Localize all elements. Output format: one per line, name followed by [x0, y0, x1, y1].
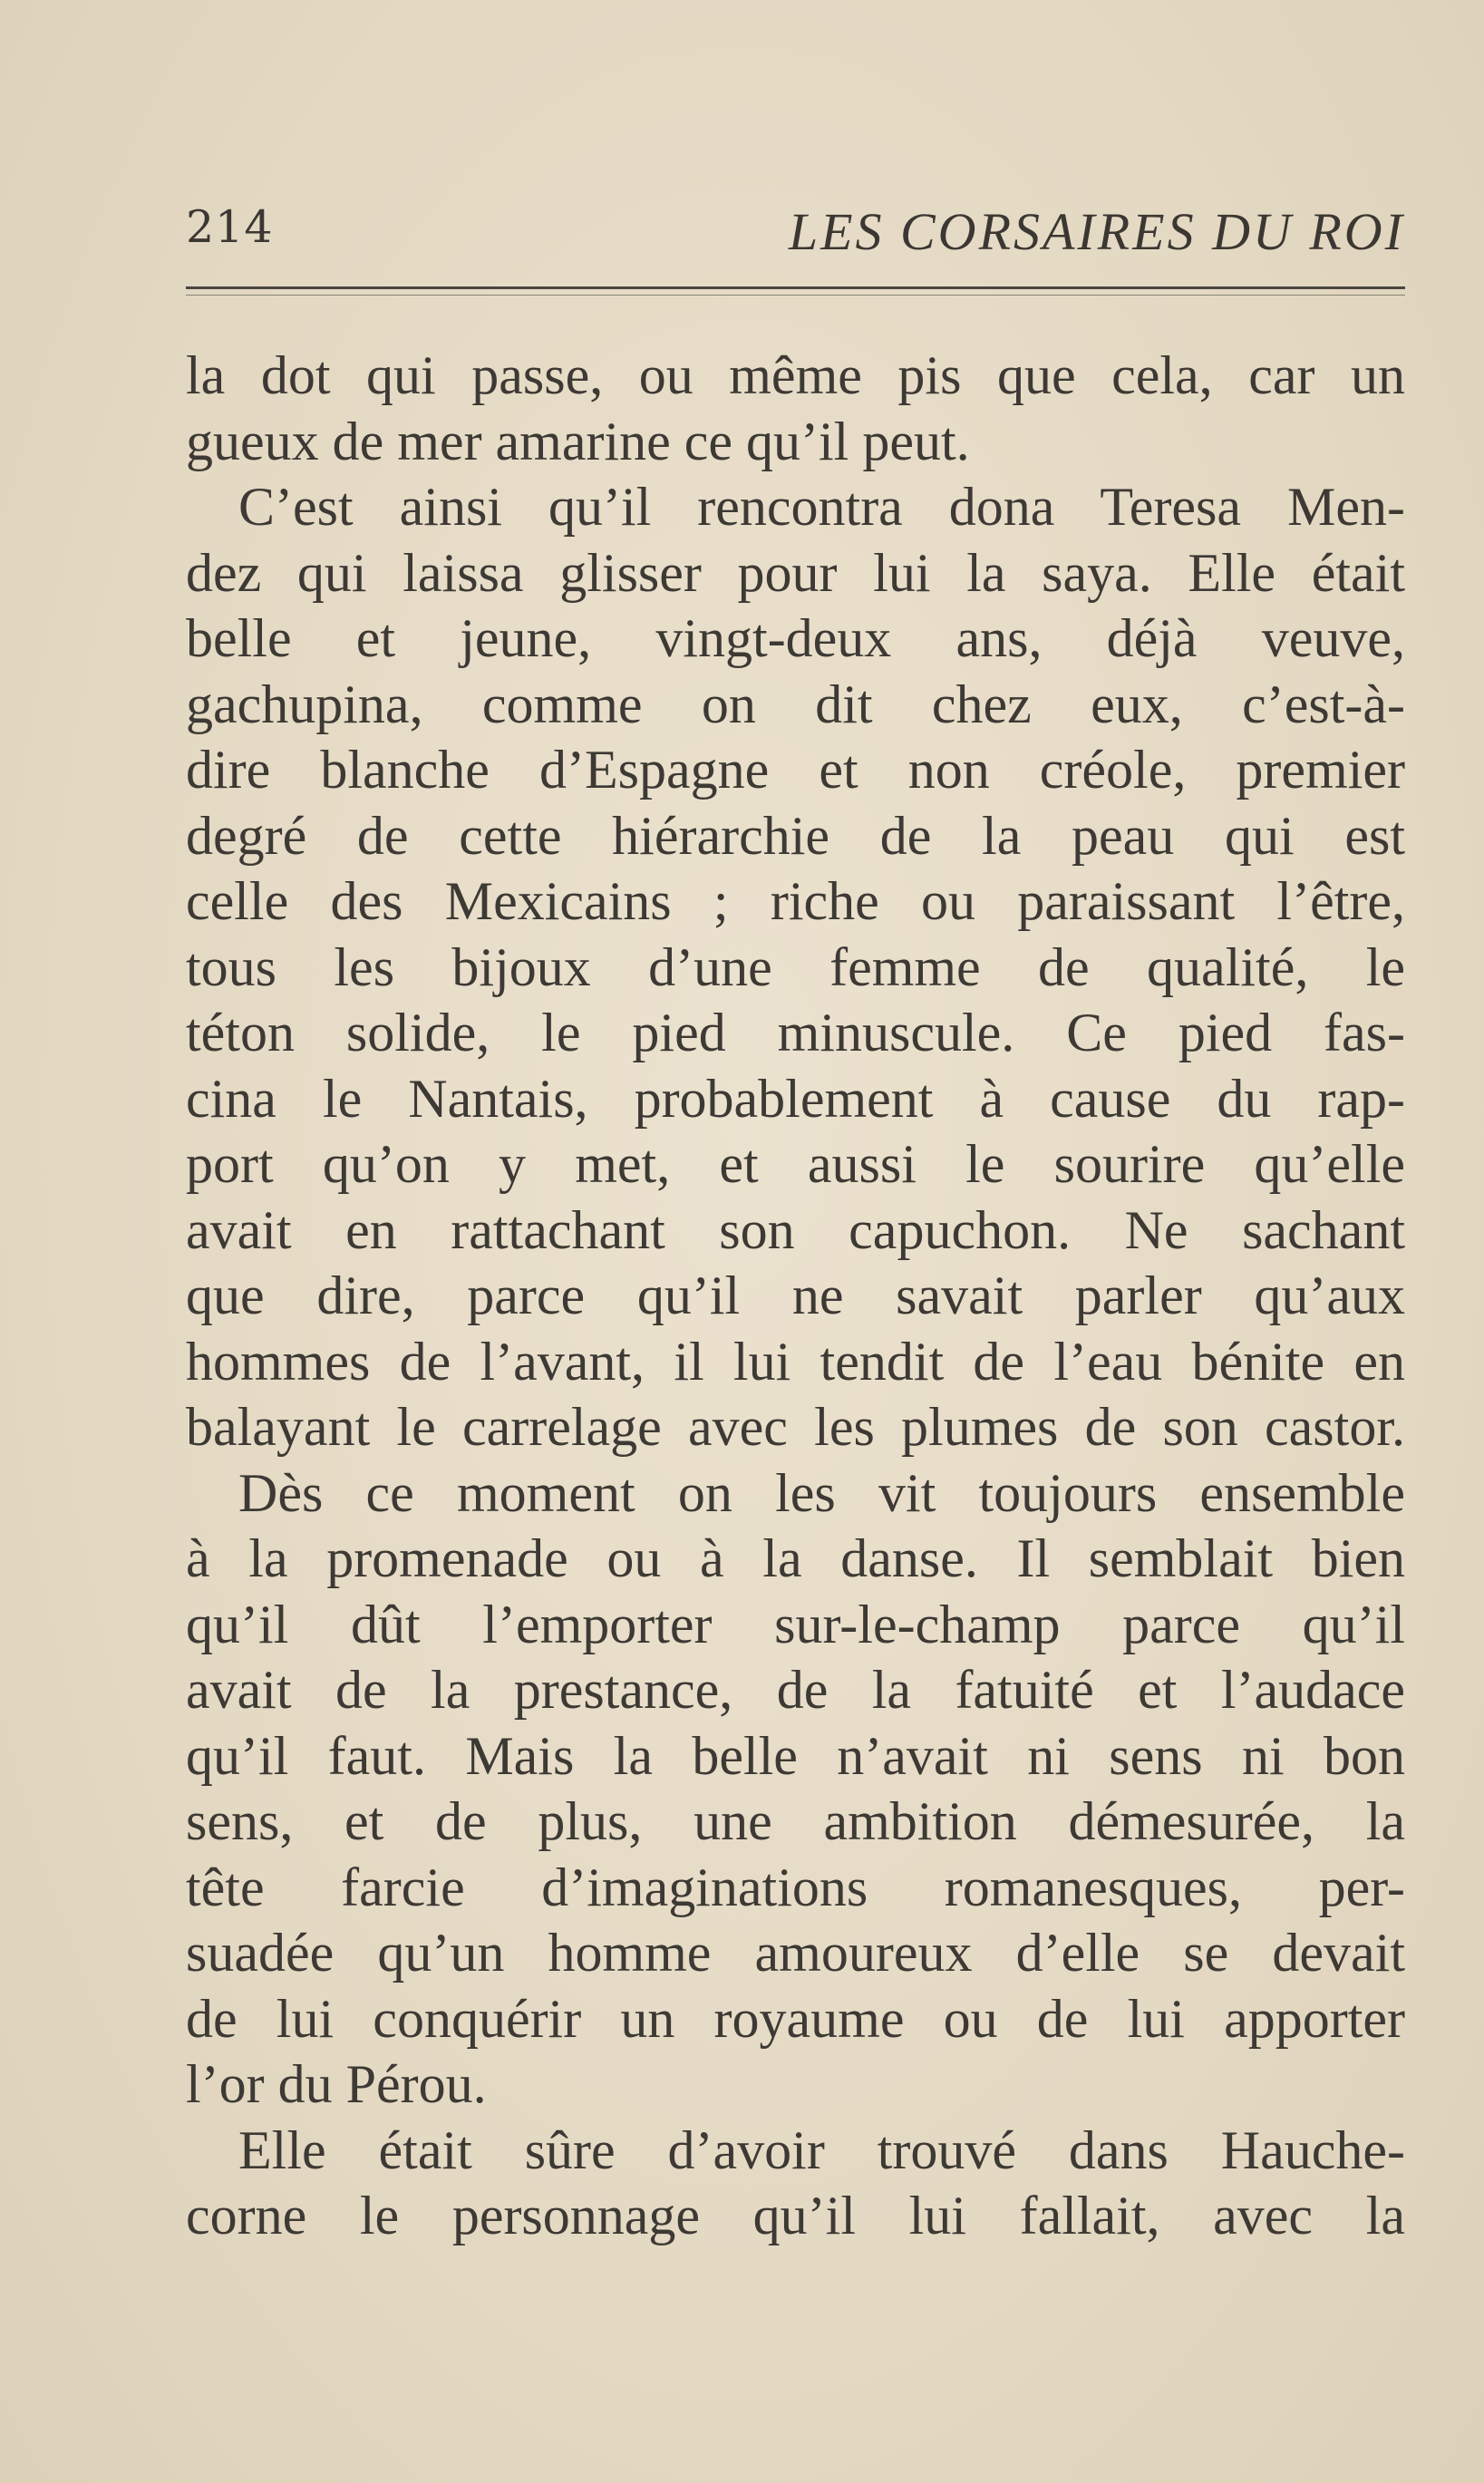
text-line: celle des Mexicains ; riche ou paraissant l’être, — [186, 871, 1405, 931]
text-line: la dot qui passe, ou même pis que cela, car un — [186, 345, 1405, 405]
page-number: 214 — [186, 201, 274, 253]
text-line: l’or du Pérou. — [186, 2054, 487, 2114]
running-title: LES CORSAIRES DU ROI — [788, 202, 1405, 261]
text-line: avait de la prestance, de la fatuité et l’audace — [186, 1660, 1405, 1720]
text-line: sens, et de plus, une ambition démesurée, la — [186, 1791, 1405, 1851]
text-line: suadée qu’un homme amoureux d’elle se devait — [186, 1923, 1405, 1983]
text-line: Elle était sûre d’avoir trouvé dans Hauche- — [238, 2119, 1405, 2180]
text-line: à la promenade ou à la danse. Il semblait bien — [186, 1528, 1405, 1588]
text-line: qu’il faut. Mais la belle n’avait ni sens ni bon — [186, 1725, 1405, 1786]
text-line: qu’il dût l’emporter sur-le-champ parce qu’il — [186, 1594, 1405, 1654]
text-line: dez qui laissa glisser pour lui la saya. Elle était — [186, 542, 1405, 603]
text-line: téton solide, le pied minuscule. Ce pied fas- — [186, 1003, 1405, 1062]
text-line: balayant le carrelage avec les plumes de son castor. — [186, 1397, 1405, 1457]
text-line: tous les bijoux d’une femme de qualité, le — [186, 936, 1405, 997]
text-line: corne le personnage qu’il lui fallait, avec la — [186, 2186, 1405, 2245]
text-line: belle et jeune, vingt-deux ans, déjà veuve, — [186, 608, 1405, 668]
header-rule-thin — [186, 295, 1405, 296]
text-line: degré de cette hiérarchie de la peau qui est — [186, 805, 1405, 866]
text-line: dire blanche d’Espagne et non créole, premier — [186, 740, 1405, 800]
text-line: de lui conquérir un royaume ou de lui apporter — [186, 1988, 1405, 2049]
body-text — [186, 343, 1405, 2249]
text-line: gueux de mer amarine ce qu’il peut. — [186, 411, 970, 471]
text-line: cina le Nantais, probablement à cause du rap- — [186, 1068, 1405, 1129]
text-line: hommes de l’avant, il lui tendit de l’eau bénite en — [186, 1331, 1405, 1392]
running-head — [186, 201, 1405, 265]
text-line: gachupina, comme on dit chez eux, c’est-à- — [186, 674, 1405, 734]
text-line: port qu’on y met, et aussi le sourire qu’elle — [186, 1134, 1405, 1194]
header-rule — [186, 286, 1405, 289]
text-line: avait en rattachant son capuchon. Ne sachant — [186, 1199, 1405, 1260]
text-line: C’est ainsi qu’il rencontra dona Teresa Men- — [238, 477, 1405, 537]
text-line: tête farcie d’imaginations romanesques, per- — [186, 1857, 1405, 1917]
text-line: Dès ce moment on les vit toujours ensemble — [238, 1462, 1405, 1523]
text-line: que dire, parce qu’il ne savait parler qu’aux — [186, 1266, 1405, 1325]
